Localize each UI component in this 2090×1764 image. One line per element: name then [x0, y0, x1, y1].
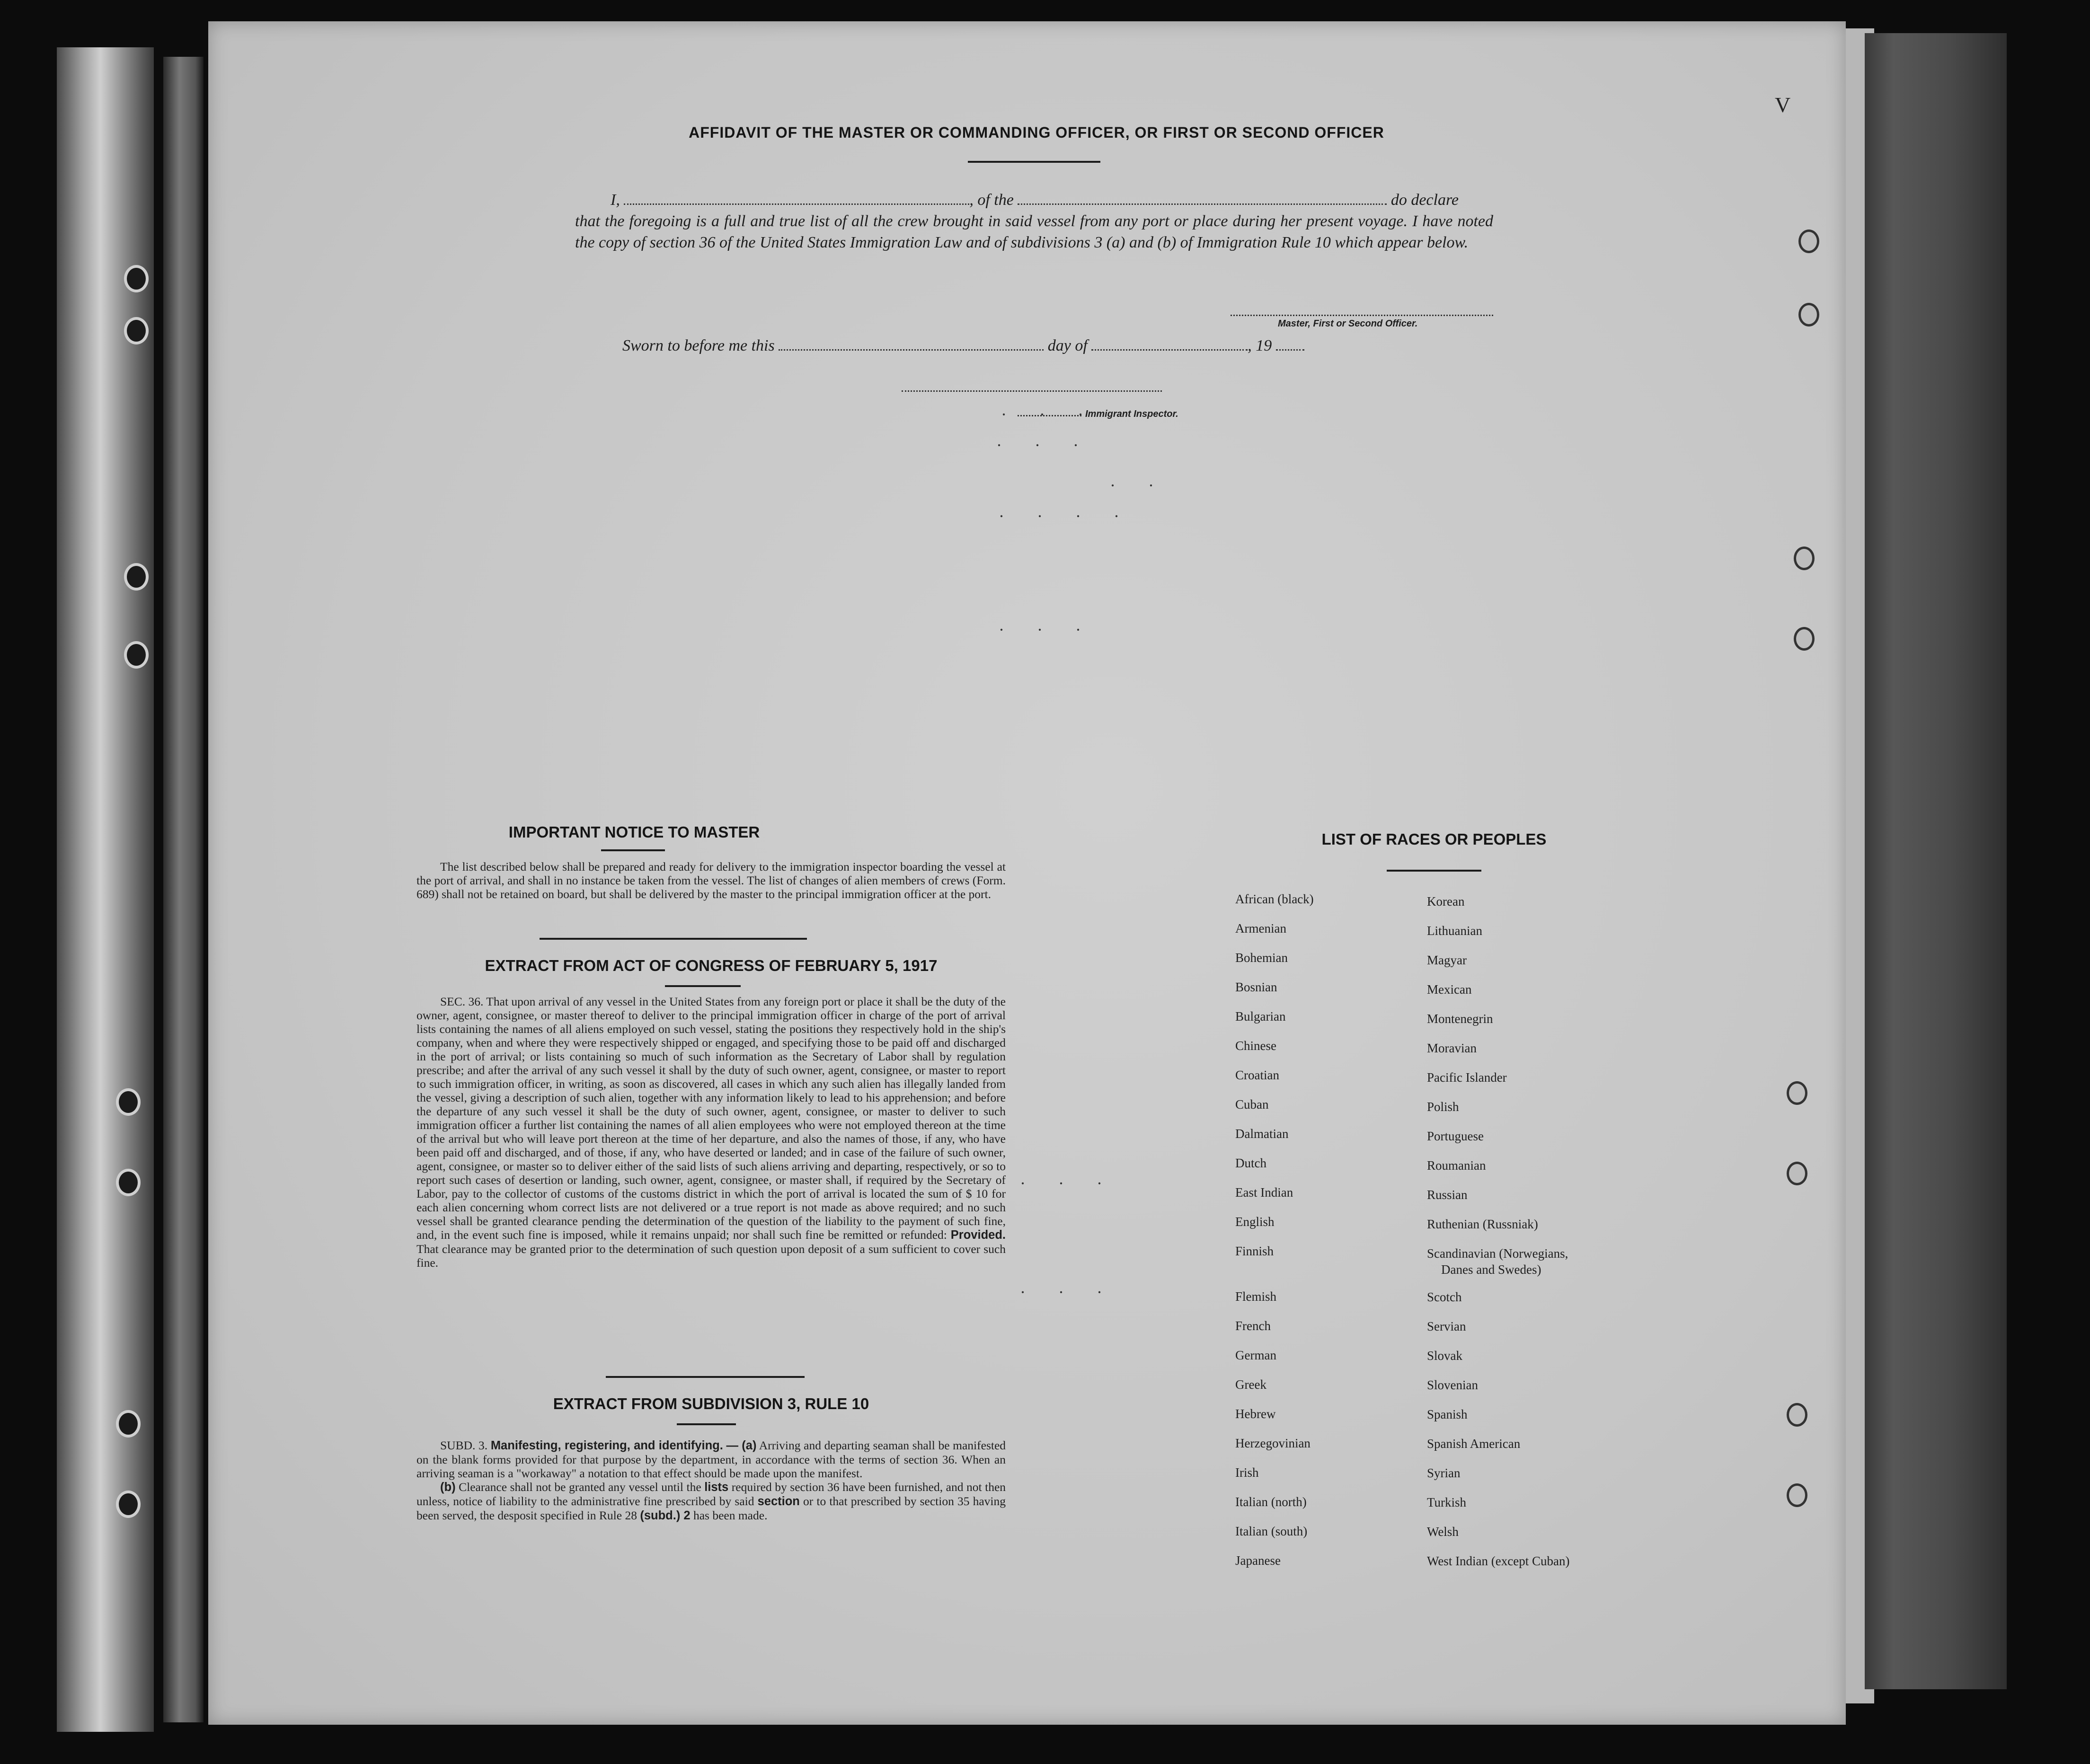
right-page-stack — [1865, 33, 2007, 1689]
binder-hole — [116, 1088, 141, 1116]
race-item: Flemish — [1235, 1289, 1277, 1304]
act-body: SEC. 36. That upon arrival of any vessel in the United States from any foreign port or place it shall be the duty of the owner, agent, consignee, or master thereof to deliver to the principal immigration officer in charge of the port of arrival lists containing the names of all aliens employed on such vessel, stating the positions they respectively hold in the ship's company, when and where they were respectively shipped or engaged, and specifying those to be paid off and discharged in the port of arrival; or lists containing so much of such information as the Secretary of Labor shall by regulation prescribe; and after the arrival of any such vessel it shall by the duty of such owner, agent, consignee, or master to report to such immigration officer, in writing, as soon as discovered, all cases in which any such alien has illegally landed from the vessel, giving a description of such alien, together with any information likely to lead to his apprehension; and before the departure of any such vessel it shall be the duty of such owner, agent, consignee, or master to deliver to such immigration officer a further list containing the names of all alien employees who were not employed thereon at the time of the arrival but who will leave port thereon at the time of her departure, and also the names of those, if any, who have been paid off and discharged, and of those, if any, who have deserted or landed; and in case of the failure of such owner, agent, consignee, or master so to deliver either of the said lists of such aliens arriving and departing, respectively, or so to report such cases of desertion or landing, such owner, agent, consignee, or master shall, if required by the Secretary of Labor, pay to the collector of customs of the customs district in which the port of arrival is located the sum of $ 10 for each alien concerning whom correct lists are not delivered or a true report is not made as above required; and no such vessel shall be granted clearance pending the determination of the question of the liability to the payment of such fine, and, in the event such fine is imposed, while it remains unpaid; nor shall such fine be remitted or refunded: Provided. That clearance may be granted prior to the determination of such question upon deposit of a sum sufficient to cover such fine. — [416, 995, 1006, 1270]
race-item: Roumanian — [1427, 1158, 1486, 1173]
race-item: Finnish — [1235, 1244, 1274, 1258]
race-item: Italian (south) — [1235, 1524, 1308, 1538]
race-item: Spanish — [1427, 1407, 1468, 1421]
notice-divider — [540, 938, 807, 940]
rule-title: EXTRACT FROM SUBDIVISION 3, RULE 10 — [553, 1395, 869, 1412]
race-item: Croatian — [1235, 1068, 1279, 1082]
notice-title-rule — [601, 849, 665, 851]
race-item: Montenegrin — [1427, 1012, 1493, 1026]
signature-caption: Master, First or Second Officer. — [1278, 318, 1418, 329]
race-item: Bulgarian — [1235, 1009, 1286, 1023]
rule-body: SUBD. 3. Manifesting, registering, and identifying. — (a) Arriving and departing seaman shall be manifested on the blank forms provided for that purpose by the department, in accordance with the terms of section 36. When an arriving seaman is a "workaway" a notation to that effect should be made upon the manifest. (b) Clearance shall not be granted any vessel until the lists required by section 36 have been furnished, and not then unless, notice of liability to the administrative fine prescribed by said section or to that prescribed by section 35 having been served, the desposit specified in Rule 28 (subd.) 2 has been made. — [416, 1438, 1006, 1522]
race-item: Slovak — [1427, 1349, 1463, 1363]
race-item: Armenian — [1235, 921, 1286, 935]
stray-dots: · · · — [999, 620, 1095, 639]
punch-hole — [1794, 547, 1815, 570]
punch-hole — [1787, 1483, 1807, 1507]
race-item: Servian — [1427, 1319, 1466, 1333]
provided-label: Provided. — [950, 1228, 1006, 1242]
of-the-label: , of the — [969, 191, 1014, 209]
inspector-signature-line[interactable] — [902, 390, 1162, 392]
rule-title-rule — [677, 1423, 736, 1425]
race-item: Herzegovinian — [1235, 1436, 1311, 1450]
race-item: Russian — [1427, 1188, 1468, 1202]
punch-hole — [1787, 1162, 1807, 1185]
race-item: Portuguese — [1427, 1129, 1484, 1143]
act-title: EXTRACT FROM ACT OF CONGRESS OF FEBRUARY 5, 1917 — [485, 957, 938, 974]
race-item: Turkish — [1427, 1495, 1467, 1509]
binder-hole — [116, 1410, 141, 1438]
binder-hole — [116, 1491, 141, 1518]
punch-hole — [1787, 1403, 1807, 1427]
race-item: Dalmatian — [1235, 1127, 1289, 1141]
punch-hole — [1787, 1081, 1807, 1105]
race-item: Ruthenian (Russniak) — [1427, 1217, 1538, 1231]
punch-hole — [1794, 627, 1815, 651]
race-item: Dutch — [1235, 1156, 1266, 1170]
sworn-label: Sworn to before me this — [622, 337, 775, 354]
race-item: Japanese — [1235, 1553, 1281, 1568]
race-item: Cuban — [1235, 1097, 1269, 1111]
races-title-rule — [1387, 870, 1481, 872]
act-divider — [606, 1376, 805, 1378]
race-item: Mexican — [1427, 982, 1472, 997]
race-item: Bohemian — [1235, 951, 1288, 965]
left-binder-edge — [163, 57, 204, 1722]
subd-heading: Manifesting, registering, and identifying. — [490, 1439, 723, 1452]
race-item: African (black) — [1235, 892, 1314, 906]
binder-hole — [116, 1169, 141, 1196]
race-item: Syrian — [1427, 1466, 1461, 1480]
i-label: I, — [611, 191, 620, 209]
race-item: Moravian — [1427, 1041, 1477, 1055]
corner-check-mark: V — [1775, 93, 1791, 117]
notice-body: The list described below shall be prepared and ready for delivery to the immigration inspector boarding the vessel at the port of arrival, and shall in no instance be taken from the vessel. The list of changes of alien members of crews (Form. 689) shall not be retained on board, but shall be delivered by the master to the principal immigration officer at the port. — [416, 860, 1006, 901]
race-item: Scandinavian (Norwegians, — [1427, 1246, 1568, 1261]
race-item: Bosnian — [1235, 980, 1277, 994]
race-item: German — [1235, 1348, 1276, 1362]
stray-dots: · · · — [1001, 405, 1098, 424]
stray-dots: · · · — [1020, 1283, 1116, 1302]
race-item: Slovenian — [1427, 1378, 1478, 1392]
race-item: Hebrew — [1235, 1407, 1276, 1421]
notice-title: IMPORTANT NOTICE TO MASTER — [508, 823, 760, 841]
stray-dots: · · · — [1020, 1174, 1116, 1193]
race-item: English — [1235, 1215, 1275, 1229]
signature-line[interactable] — [1231, 315, 1493, 316]
race-item: Scotch — [1427, 1290, 1462, 1304]
binder-hole — [124, 563, 149, 591]
name-field[interactable] — [624, 203, 969, 205]
act-title-rule — [665, 985, 741, 987]
race-item: Polish — [1427, 1100, 1459, 1114]
races-title: LIST OF RACES OR PEOPLES — [1321, 830, 1547, 848]
inspector-caption: Immigrant Inspector. — [1085, 409, 1178, 419]
affidavit-body: that the foregoing is a full and true list of all the crew brought in said vessel from any port or place during her present voyage. I have noted the copy of section 36 of the United States Immigration Law and of subdivisions 3 (a) and (b) of Immigration Rule 10 which appear below. — [575, 212, 1493, 251]
race-item: Magyar — [1427, 953, 1467, 967]
race-item: Korean — [1427, 894, 1465, 908]
binder-hole — [124, 317, 149, 344]
race-item: Italian (north) — [1235, 1495, 1307, 1509]
stray-dots: · · · — [996, 436, 1093, 455]
stray-dots: · · · · — [999, 507, 1134, 526]
binder-hole — [124, 641, 149, 669]
binder-hole — [124, 265, 149, 292]
year-label: , 19 — [1248, 337, 1272, 354]
race-item: Greek — [1235, 1377, 1266, 1392]
race-item: West Indian (except Cuban) — [1427, 1554, 1570, 1568]
sworn-month-field[interactable] — [1091, 349, 1248, 351]
affidavit-title-rule — [968, 161, 1100, 163]
race-item: Chinese — [1235, 1039, 1276, 1053]
affidavit-title: AFFIDAVIT OF THE MASTER OR COMMANDING OFFICER, OR FIRST OR SECOND OFFICER — [689, 124, 1384, 141]
left-binder-strip — [57, 47, 154, 1732]
affidavit-declaration — [575, 189, 1493, 253]
do-declare-label: do declare — [1390, 191, 1459, 209]
punch-hole — [1798, 303, 1819, 326]
punch-hole — [1798, 229, 1819, 253]
sworn-day-field[interactable] — [779, 349, 1044, 351]
stray-dots: · · — [1110, 476, 1168, 495]
race-item: Welsh — [1427, 1525, 1459, 1539]
race-item: Lithuanian — [1427, 924, 1482, 938]
inspector-caption-line — [1018, 415, 1081, 416]
sworn-year-field[interactable] — [1276, 349, 1304, 351]
race-item: East Indian — [1235, 1185, 1293, 1200]
race-item: Spanish American — [1427, 1437, 1521, 1451]
sworn-line — [622, 337, 1304, 355]
vessel-field[interactable] — [1018, 203, 1387, 205]
race-item: Irish — [1235, 1465, 1259, 1480]
race-item: French — [1235, 1319, 1271, 1333]
race-item: Danes and Swedes) — [1441, 1262, 1541, 1277]
race-item: Pacific Islander — [1427, 1070, 1507, 1085]
day-of-label: day of — [1047, 337, 1088, 354]
